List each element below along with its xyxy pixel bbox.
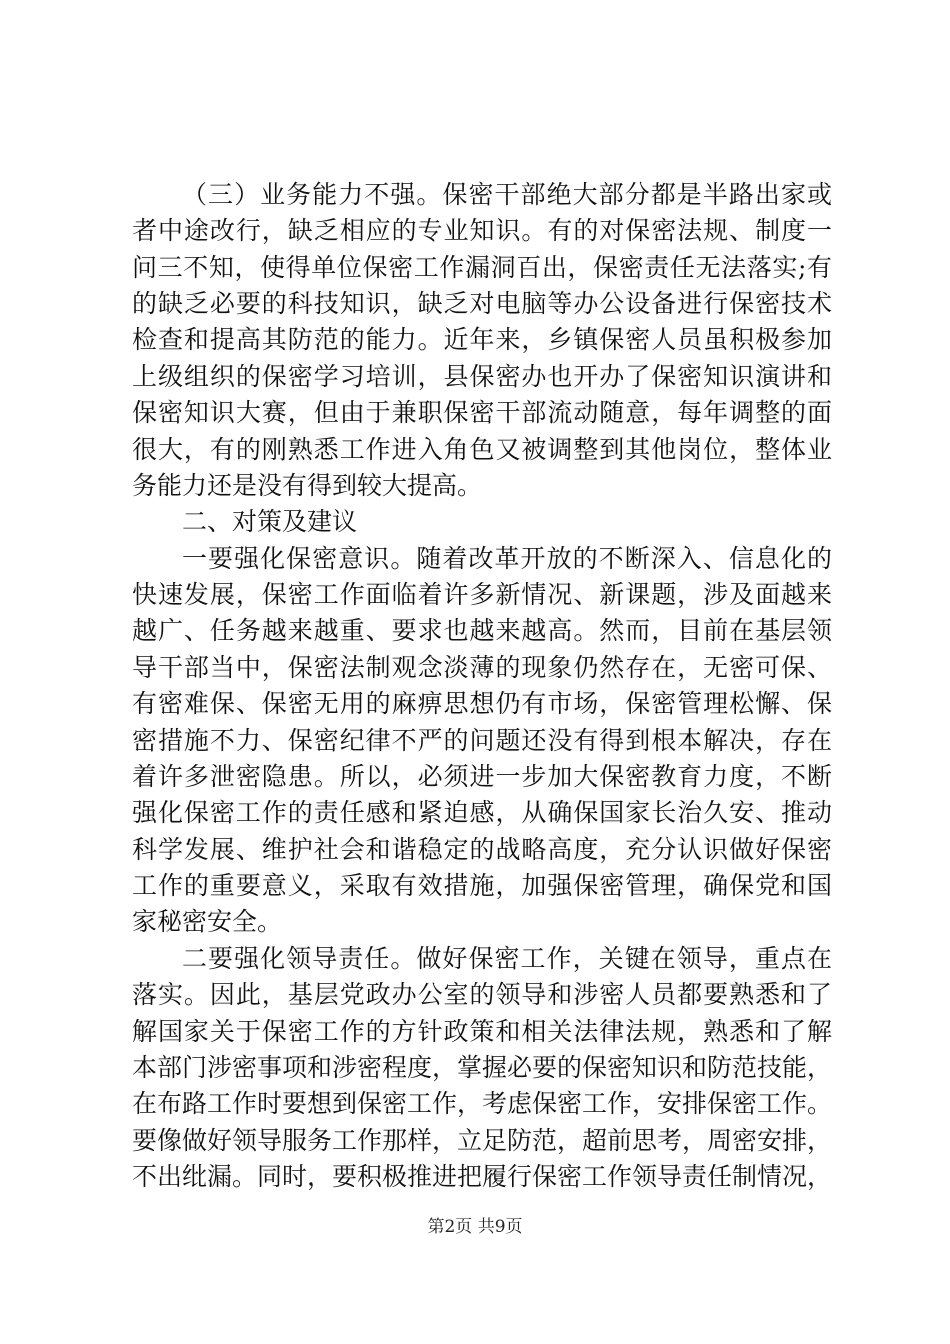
paragraph-line: 问三不知，使得单位保密工作漏洞百出，保密责任无法落实;有 [132, 253, 832, 282]
paragraph-line: 强化保密工作的责任感和紧迫感，从确保国家长治久安、推动 [132, 798, 832, 827]
page-footer: 第2页 共9页 [427, 1217, 523, 1237]
paragraph-line: 越广、任务越来越重、要求也越来越高。然而，目前在基层领 [132, 616, 832, 645]
paragraph-line: （三）业务能力不强。保密干部绝大部分都是半路出家或 [182, 180, 832, 209]
paragraph-line: 保密知识大赛，但由于兼职保密干部流动随意，每年调整的面 [132, 398, 832, 427]
paragraph-line: 很大，有的刚熟悉工作进入角色又被调整到其他岗位，整体业 [132, 435, 832, 464]
paragraph-line: 工作的重要意义，采取有效措施，加强保密管理，确保党和国 [132, 871, 832, 900]
paragraph-line: 导干部当中，保密法制观念淡薄的现象仍然存在，无密可保、 [132, 653, 832, 682]
paragraph-line: 在布路工作时要想到保密工作，考虑保密工作，安排保密工作。 [132, 1089, 833, 1118]
paragraph-line: 要像做好领导服务工作那样，立足防范，超前思考，周密安排， [132, 1126, 833, 1155]
paragraph-line: 者中途改行，缺乏相应的专业知识。有的对保密法规、制度一 [132, 216, 832, 245]
paragraph-line: 上级组织的保密学习培训，县保密办也开办了保密知识演讲和 [132, 362, 832, 391]
paragraph-line: 解国家关于保密工作的方针政策和相关法律法规，熟悉和了解 [132, 1017, 832, 1046]
paragraph-line: 科学发展、维护社会和谐稳定的战略高度，充分认识做好保密 [132, 835, 832, 864]
paragraph-line: 着许多泄密隐患。所以，必须进一步加大保密教育力度，不断 [132, 762, 832, 791]
paragraph-line: 家秘密安全。 [132, 907, 283, 936]
paragraph-line: 检查和提高其防范的能力。近年来，乡镇保密人员虽积极参加 [132, 325, 832, 354]
paragraph-line: 不出纰漏。同时，要积极推进把履行保密工作领导责任制情况， [132, 1162, 833, 1191]
paragraph-line: 二要强化领导责任。做好保密工作，关键在领导，重点在 [182, 944, 832, 973]
paragraph-line: 务能力还是没有得到较大提高。 [132, 471, 483, 500]
paragraph-line: 有密难保、保密无用的麻痹思想仍有市场，保密管理松懈、保 [132, 689, 832, 718]
paragraph-line: 落实。因此，基层党政办公室的领导和涉密人员都要熟悉和了 [132, 980, 832, 1009]
paragraph-line: 的缺乏必要的科技知识，缺乏对电脑等办公设备进行保密技术 [132, 289, 832, 318]
section-heading: 二、对策及建议 [182, 507, 358, 536]
paragraph-line: 快速发展，保密工作面临着许多新情况、新课题，涉及面越来 [132, 580, 832, 609]
paragraph-line: 一要强化保密意识。随着改革开放的不断深入、信息化的 [182, 544, 832, 573]
paragraph-line: 本部门涉密事项和涉密程度，掌握必要的保密知识和防范技能， [132, 1053, 833, 1082]
paragraph-line: 密措施不力、保密纪律不严的问题还没有得到根本解决，存在 [132, 726, 832, 755]
